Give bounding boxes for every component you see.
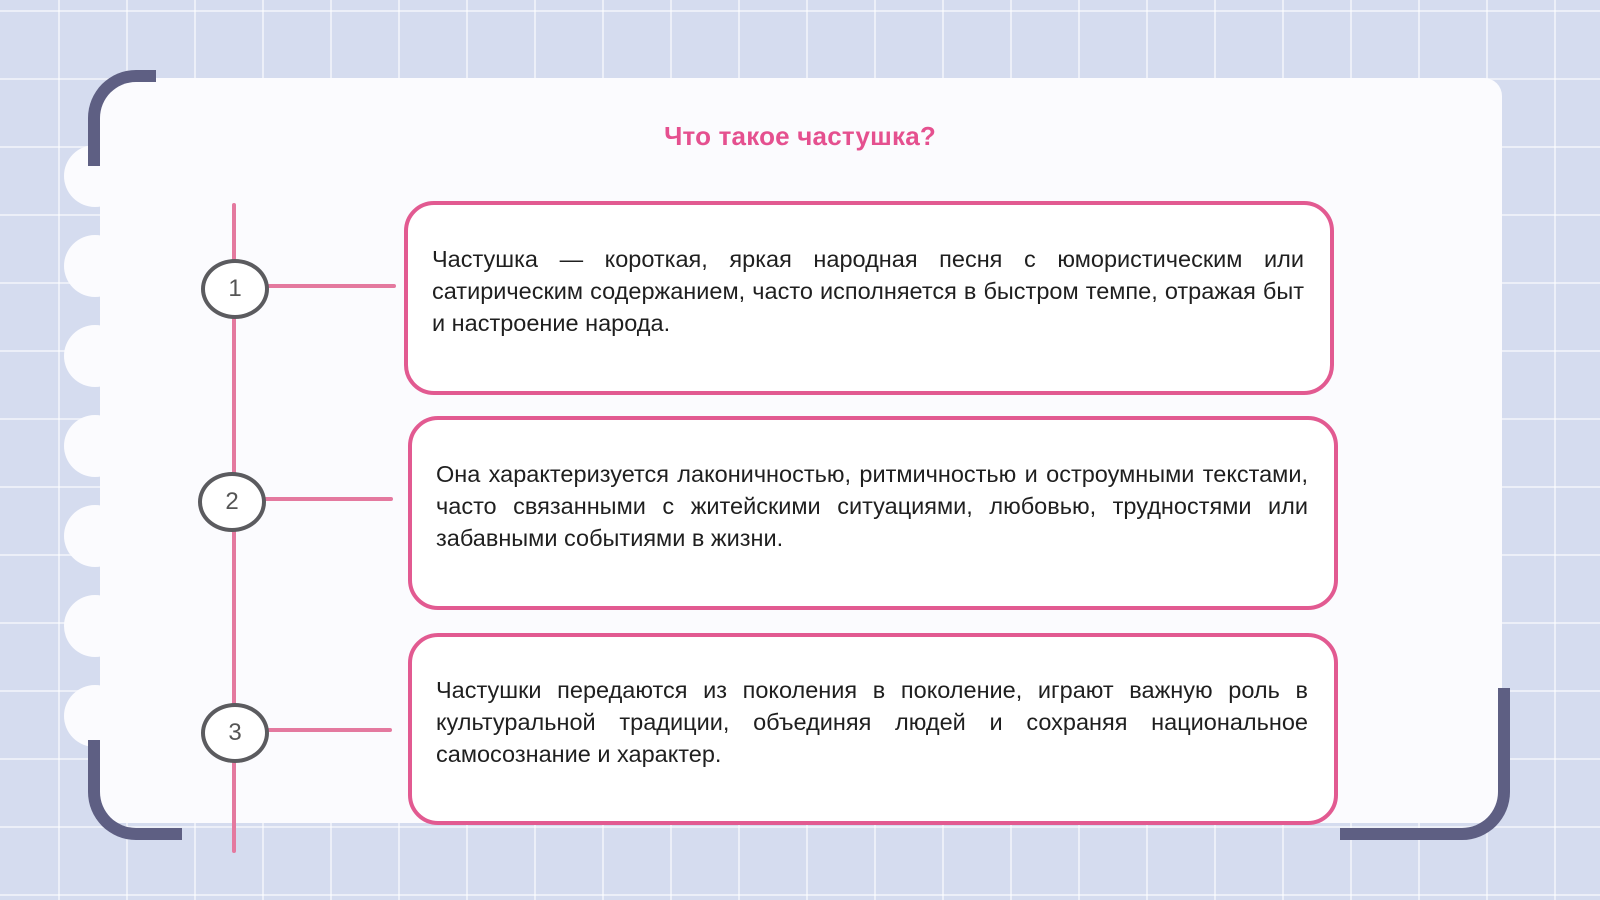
timeline-connector-3 bbox=[266, 728, 392, 732]
info-card-text: Частушки передаются из поколения в поколение, играют важную роль в культуральной традиции, объединяя людей и сохраняя национальное самосознание и характер. bbox=[436, 677, 1308, 767]
sheet-scallop bbox=[64, 505, 126, 567]
sheet-scallop bbox=[64, 415, 126, 477]
info-card-3 bbox=[408, 633, 1338, 825]
sheet-scallop bbox=[64, 235, 126, 297]
step-number-2: 2 bbox=[198, 472, 266, 532]
sheet-scallop bbox=[64, 325, 126, 387]
sheet-scallop bbox=[64, 685, 126, 747]
timeline-connector-1 bbox=[266, 284, 396, 288]
info-card-text: Частушка — короткая, яркая народная песня с юмористическим или сатирическим содержанием, часто исполняется в быстром темпе, отражая быт и настроение народа. bbox=[432, 246, 1304, 336]
info-card-1 bbox=[404, 201, 1334, 395]
corner-bracket-bottom-left bbox=[88, 740, 182, 840]
page-title: Что такое частушка? bbox=[664, 121, 936, 151]
timeline-connector-2 bbox=[263, 497, 393, 501]
info-card-2 bbox=[408, 416, 1338, 610]
sheet-scallop bbox=[64, 595, 126, 657]
step-number-3: 3 bbox=[201, 703, 269, 763]
corner-bracket-bottom-right bbox=[1340, 688, 1510, 840]
step-number-1: 1 bbox=[201, 259, 269, 319]
info-card-text: Она характеризуется лаконичностью, ритмичностью и остроумными текстами, часто связанными с житейскими ситуациями, любовью, трудностями или забавными событиями в жизни. bbox=[436, 461, 1308, 551]
